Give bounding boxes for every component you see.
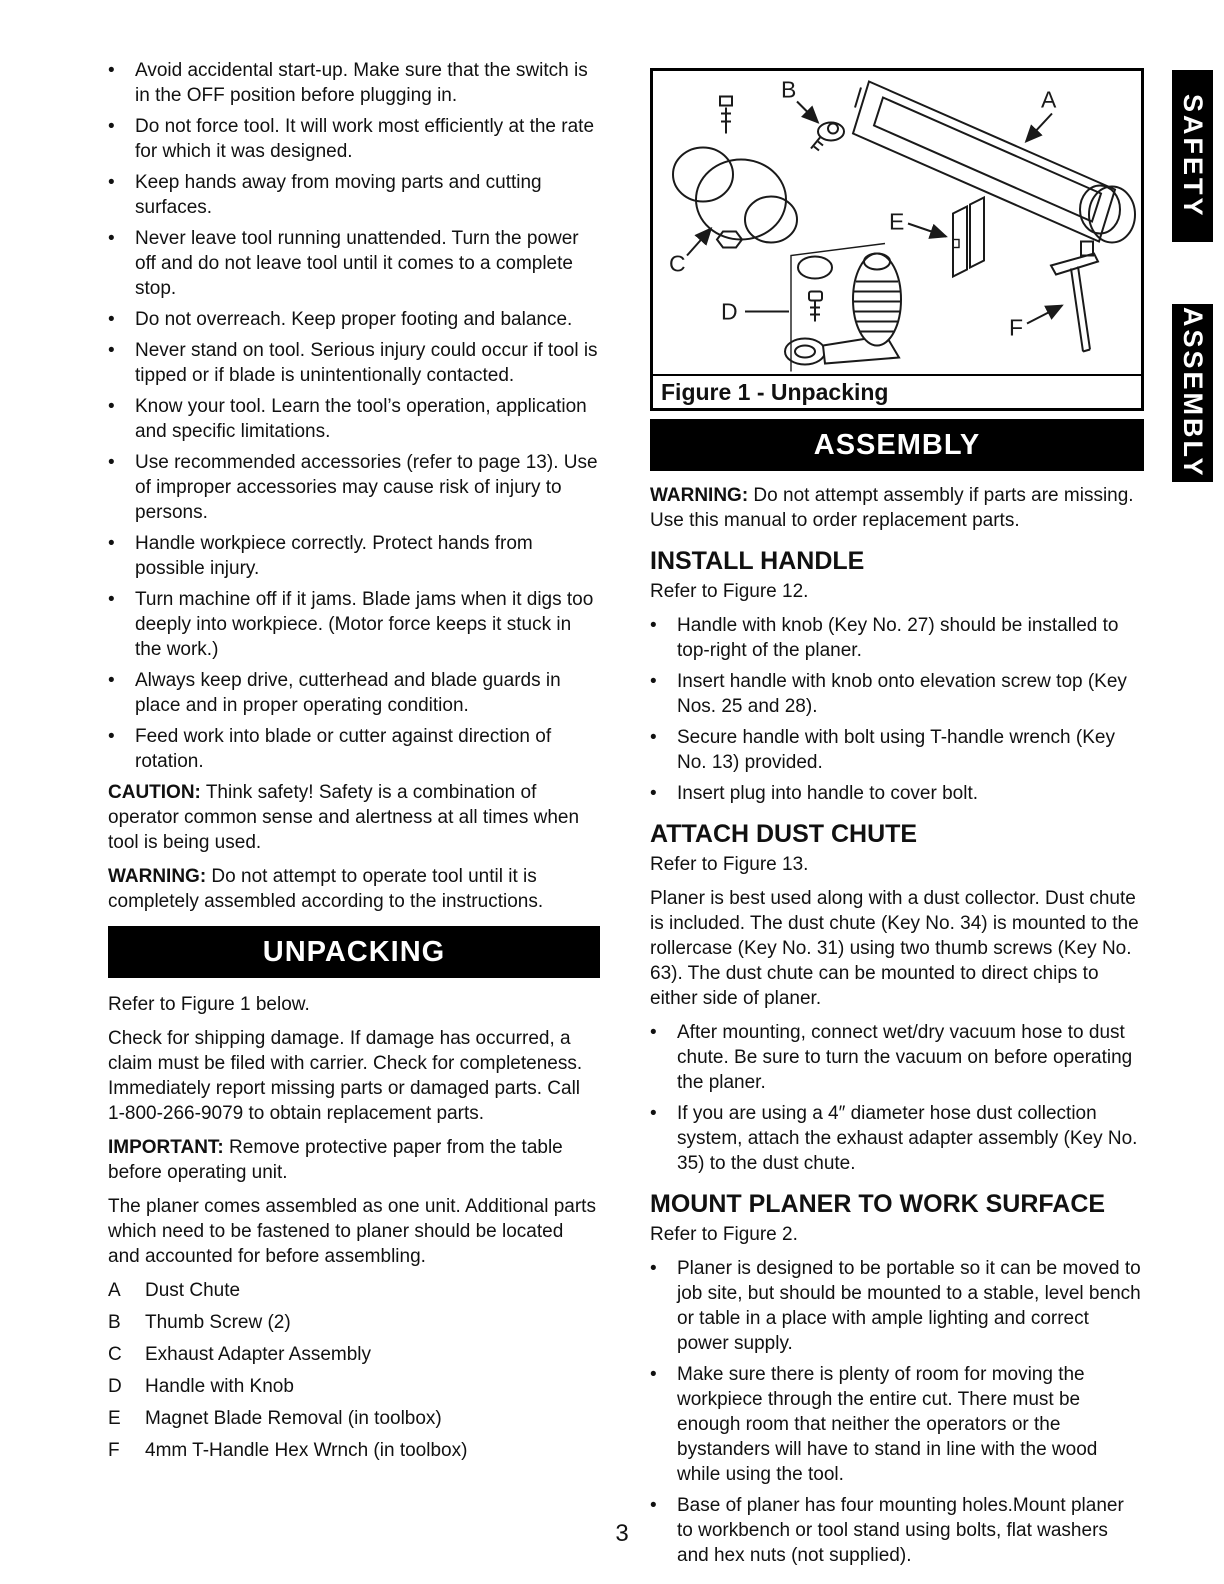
list-item — [108, 531, 600, 581]
bullet-text: Make sure there is plenty of room for moving the workpiece through the entire cut. There must be enough room that neither the operators or the bystanders will have to stand in line with the wood while using the tool. — [677, 1364, 1098, 1485]
dust-chute-bullets — [650, 1020, 1144, 1176]
bullet-icon: • — [108, 228, 115, 249]
dust-chute-paragraph: Planer is best used along with a dust collector. Dust chute is included. The dust chute (Key No. 34) is mounted to the rollercase (Key No. 31) using two thumb screws (Key No. 63). The dust chute can be mounted to direct chips to either side of planer. — [650, 888, 1139, 1009]
bullet-text: Know your tool. Learn the tool’s operation, application and specific limitations. — [135, 396, 587, 442]
part-key: D — [108, 1376, 122, 1397]
list-item — [108, 394, 600, 444]
part-row — [108, 1374, 600, 1399]
warning-text: Do not attempt assembly if parts are missing. Use this manual to order replacement parts. — [650, 485, 1134, 531]
bullet-text: Planer is designed to be portable so it can be moved to job site, but should be mounted to a stable, level bench or table in a place with ample lighting and correct power supply. — [677, 1258, 1141, 1354]
list-item — [108, 668, 600, 718]
unpacking-header: UNPACKING — [108, 926, 600, 978]
bullet-text: Keep hands away from moving parts and cutting surfaces. — [135, 172, 542, 218]
figure-label-b: B — [781, 76, 797, 103]
list-item — [650, 613, 1144, 663]
figure-label-d: D — [721, 298, 738, 325]
bullet-text: Handle with knob (Key No. 27) should be installed to top-right of the planer. — [677, 615, 1119, 661]
tab-safety: SAFETY — [1172, 70, 1213, 242]
bullet-icon: • — [650, 1364, 657, 1385]
refer-line: Refer to Figure 2. — [650, 1224, 798, 1245]
bullet-icon: • — [650, 1022, 657, 1043]
section-install-handle — [650, 549, 1144, 806]
bullet-text: Always keep drive, cutterhead and blade guards in place and in proper operating condition. — [135, 670, 561, 716]
bullet-text: Insert handle with knob onto elevation screw top (Key Nos. 25 and 28). — [677, 671, 1127, 717]
refer-line: Refer to Figure 13. — [650, 854, 809, 875]
page-number: 3 — [615, 1520, 629, 1547]
bullet-icon: • — [108, 396, 115, 417]
part-key: C — [108, 1344, 122, 1365]
list-item — [650, 1020, 1144, 1095]
warning-note — [108, 864, 600, 914]
unpacking-paragraph: The planer comes assembled as one unit. Additional parts which need to be fastened to planer should be located and accounted for before assembling. — [108, 1196, 596, 1267]
list-item — [108, 58, 600, 108]
list-item — [650, 725, 1144, 775]
bullet-icon: • — [650, 671, 657, 692]
bullet-text: Base of planer has four mounting holes.Mount planer to workbench or tool stand using bolts, flat washers and hex nuts (not supplied). — [677, 1495, 1124, 1566]
bullet-icon: • — [108, 116, 115, 137]
list-item — [650, 1493, 1144, 1568]
bullet-text: Never leave tool running unattended. Turn the power off and do not leave tool until it comes to a complete stop. — [135, 228, 579, 299]
assembly-warning-note — [650, 483, 1144, 533]
left-column — [108, 58, 600, 1470]
bullet-text: Secure handle with bolt using T-handle wrench (Key No. 13) provided. — [677, 727, 1115, 773]
bullet-text: Insert plug into handle to cover bolt. — [677, 783, 979, 804]
bullet-icon: • — [650, 1495, 657, 1516]
warning-text: Do not attempt to operate tool until it is completely assembled according to the instructions. — [108, 866, 544, 912]
part-key-list — [108, 1278, 600, 1463]
part-row — [108, 1278, 600, 1303]
figure-label-c: C — [669, 250, 686, 277]
part-row — [108, 1406, 600, 1431]
important-text: Remove protective paper from the table before operating unit. — [108, 1137, 563, 1183]
tab-assembly: ASSEMBLY — [1172, 304, 1213, 482]
bullet-text: Handle workpiece correctly. Protect hands from possible injury. — [135, 533, 533, 579]
bullet-text: Feed work into blade or cutter against direction of rotation. — [135, 726, 552, 772]
right-column — [650, 68, 1144, 1574]
section-heading: ATTACH DUST CHUTE — [650, 820, 918, 848]
bullet-icon: • — [108, 670, 115, 691]
bullet-icon: • — [650, 1103, 657, 1124]
mount-planer-bullets — [650, 1256, 1144, 1568]
figure1-illustration — [653, 71, 1141, 372]
part-row — [108, 1310, 600, 1335]
bullet-icon: • — [650, 727, 657, 748]
bullet-icon: • — [108, 533, 115, 554]
list-item — [108, 307, 600, 332]
important-note — [108, 1135, 600, 1185]
bullet-icon: • — [108, 589, 115, 610]
section-heading: INSTALL HANDLE — [650, 547, 865, 575]
figure-label-a: A — [1041, 86, 1057, 113]
bullet-icon: • — [108, 452, 115, 473]
bullet-text: Do not force tool. It will work most efficiently at the rate for which it was designed. — [135, 116, 595, 162]
warning-label: WARNING: — [108, 866, 207, 887]
list-item — [108, 338, 600, 388]
part-label: Dust Chute — [145, 1280, 241, 1301]
section-heading: MOUNT PLANER TO WORK SURFACE — [650, 1190, 1106, 1218]
part-row — [108, 1342, 600, 1367]
assembly-header: ASSEMBLY — [650, 419, 1144, 471]
bullet-text: After mounting, connect wet/dry vacuum hose to dust chute. Be sure to turn the vacuum on before operating the planer. — [677, 1022, 1133, 1093]
list-item — [650, 1101, 1144, 1176]
bullet-text: Use recommended accessories (refer to page 13). Use of improper accessories may cause risk of injury to persons. — [135, 452, 598, 523]
safety-bullet-list — [108, 58, 600, 774]
list-item — [108, 724, 600, 774]
figure-box — [650, 68, 1144, 411]
caution-label: CAUTION: — [108, 782, 201, 803]
warning-label: WARNING: — [650, 485, 749, 506]
figure-caption: Figure 1 - Unpacking — [653, 374, 1141, 408]
bullet-text: Do not overreach. Keep proper footing and balance. — [135, 309, 573, 330]
section-attach-dust-chute — [650, 822, 1144, 1176]
list-item — [108, 226, 600, 301]
bullet-text: Turn machine off if it jams. Blade jams when it digs too deeply into workpiece. (Motor force keeps it stuck in the work.) — [135, 589, 594, 660]
part-label: Handle with Knob — [145, 1376, 294, 1397]
part-label: 4mm T-Handle Hex Wrnch (in toolbox) — [145, 1440, 468, 1461]
list-item — [108, 450, 600, 525]
bullet-text: If you are using a 4″ diameter hose dust collection system, attach the exhaust adapter assembly (Key No. 35) to the dust chute. — [677, 1103, 1138, 1174]
caution-note — [108, 780, 600, 855]
part-key: E — [108, 1408, 121, 1429]
bullet-icon: • — [108, 726, 115, 747]
list-item — [108, 170, 600, 220]
part-label: Thumb Screw (2) — [145, 1312, 291, 1333]
unpacking-refer: Refer to Figure 1 below. — [108, 994, 310, 1015]
list-item — [650, 669, 1144, 719]
list-item — [108, 114, 600, 164]
important-label: IMPORTANT: — [108, 1137, 224, 1158]
bullet-icon: • — [108, 309, 115, 330]
bullet-icon: • — [108, 340, 115, 361]
bullet-text: Never stand on tool. Serious injury could occur if tool is tipped or if blade is unintentionally contacted. — [135, 340, 598, 386]
bullet-icon: • — [650, 615, 657, 636]
part-key: B — [108, 1312, 121, 1333]
bullet-text: Avoid accidental start-up. Make sure that the switch is in the OFF position before plugging in. — [135, 60, 588, 106]
figure-label-f: F — [1009, 314, 1024, 341]
part-label: Exhaust Adapter Assembly — [145, 1344, 372, 1365]
bullet-icon: • — [108, 60, 115, 81]
section-mount-planer — [650, 1192, 1144, 1568]
bullet-icon: • — [108, 172, 115, 193]
list-item — [650, 1362, 1144, 1487]
bullet-icon: • — [650, 783, 657, 804]
part-key: F — [108, 1440, 120, 1461]
install-handle-bullets — [650, 613, 1144, 806]
bullet-icon: • — [650, 1258, 657, 1279]
part-label: Magnet Blade Removal (in toolbox) — [145, 1408, 442, 1429]
list-item — [108, 587, 600, 662]
refer-line: Refer to Figure 12. — [650, 581, 809, 602]
list-item — [650, 781, 1144, 806]
caution-text: Think safety! Safety is a combination of operator common sense and alertness at all times when tool is being used. — [108, 782, 580, 853]
part-key: A — [108, 1280, 121, 1301]
list-item — [650, 1256, 1144, 1356]
unpacking-paragraph: Check for shipping damage. If damage has occurred, a claim must be filed with carrier. Check for completeness. Immediately report missing parts or damaged parts. Call 1-800-266-9079 to obtain replacement parts. — [108, 1028, 583, 1124]
part-row — [108, 1438, 600, 1463]
figure-label-e: E — [889, 208, 905, 235]
